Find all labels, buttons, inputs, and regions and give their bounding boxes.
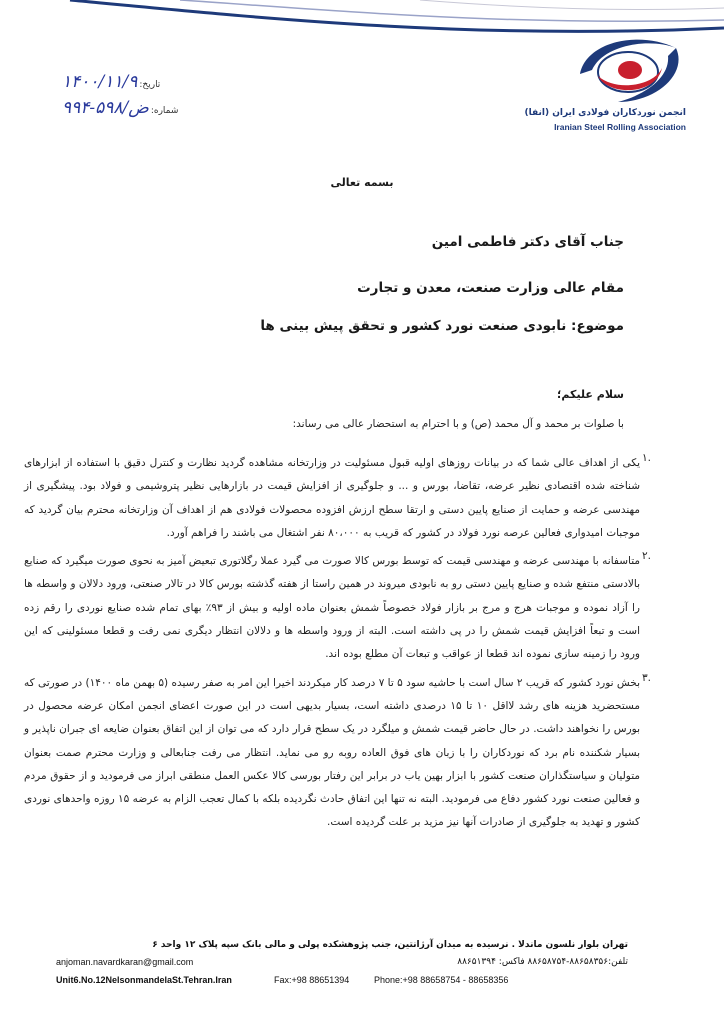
footer-fax-english: Fax:+98 88651394 [274,975,350,985]
footer-divider [0,928,724,931]
logo-name-english: Iranian Steel Rolling Association [554,122,686,132]
greeting: سلام علیکم؛ [557,388,624,401]
footer-phones-persian: تلفن:۸۸۶۵۸۳۵۶-۸۸۶۵۸۷۵۴ فاکس: ۸۸۶۵۱۳۹۴ [457,957,628,967]
list-item-text: متاسفانه با مهندسی عرضه و مهندسی قیمت که توسط بورس کالا صورت می گیرد عملا رگلاتوری تبعیض آمیز به نحوی صورت میگیرد که صنایع بالادستی منتفع شده و صنایع پایین دستی رو به نابودی میروند در همین راستا از هفته گذشته بورس کالا در تالار صنعتی، ورود دلالان و واسطه ها را آزاد نموده و موجبات هرج و مرج بر بازار فولاد خصوصاً شمش بعنوان ماده اولیه و بیش از ۹۳٪ بهای تمام شده صنایع نوردی را رقم زده است و تبعاً افزایش قیمت شمش را در پی داشته است. البته از ورود واسطه ها و دلالان انتظار دیگری نمی رفت و قطعا مسئولینی که این ورود را زمینه سازی نموده اند قطعا از عواقب و تبعات آن مطلع بوده اند. [24,555,640,661]
list-item-text: یکی از اهداف عالی شما که در بیانات روزهای اولیه قبول مسئولیت در وزارتخانه مشاهده گردید نظارت و کنترل دقیق با استفاده از ابزارهای شناخته شده اقتصادی نظیر عرضه، تقاضا، بورس و ... و جلوگیری از افزایش قیمت در بازارهایی نظیر پتروشیمی و فولاد بود. پیشگیری از مهندسی عرضه و حمایت از صنایع پایین دستی و ارتقا سطح ارزش افزوده محصولات فولادی هم از اهداف آن وزارتخانه محترم بیان گردید که موجبات امیدواری فعالین عرصه نورد فولاد در کشور که قریب به ۸۰،۰۰۰ نفر اشتغال می باشند را فراهم آورد. [24,457,640,539]
letterhead-footer [0,928,724,1024]
bismillah-heading: بسمه تعالی [330,176,394,189]
numbered-list [24,452,651,840]
list-item [24,550,651,666]
date-label: تاریخ: [139,80,161,90]
footer-phone-english: Phone:+98 88658754 - 88658356 [374,975,509,985]
letter-number-field [62,98,178,118]
association-logo [524,30,706,138]
salutation: با صلوات بر محمد و آل محمد (ص) و با احترام به استحضار عالی می رساند: [292,418,624,430]
logo-name-persian: انجمن نوردکاران فولادی ایران (انفا) [524,108,686,118]
list-item [24,452,651,545]
date-field [62,72,160,92]
footer-address-persian: تهران بلوار نلسون ماندلا . نرسیده به میدان آرژانتین، جنب پژوهشکده پولی و مالی بانک سپه پلاک ۱۲ واحد ۶ [152,940,628,950]
list-item-text: بخش نورد کشور که قریب ۲ سال است با حاشیه سود ۵ تا ۷ درصد کار میکردند اخیرا این امر به صفر رسیده (۵ بهمن ماه ۱۴۰۰) در صورتی که مستحضرید هزینه های رشد لااقل ۱۰ تا ۱۵ درصدی داشته است، بسیار بدیهی است در این صورت اعضای انجمن امکان عرضه محصول در بورس را نخواهند داشت. در حال حاضر قیمت شمش و میلگرد در یک سطح قرار دارد که می توان از این اتفاق بعنوان ضایعه ای جبران ناپذیر و بسیار شکننده نام برد که نوردکاران را با زبان های فوق العاده روبه رو می نماید. انتظار می رفت جنابعالی و وزارت محترم صمت بعنوان متولیان و سیاستگذاران صنعت کشور با ابزار بهین یاب در برابر این رفتار بورسی کالا عکس العمل منطقی ابراز می فرمودید و از حقوق مردم و فعالین صنعت نورد کشور دفاع می فرمودید. البته نه تنها این اتفاق حادث نگردیده بلکه با کمال تعجب الزام به عرضه ۱۵ روزه واحدهای نوردی کشور و تهدید به جلوگیری از صادرات آنها نیز مزید بر علت گردیده است. [24,676,641,829]
list-item-number: ۳. [642,671,651,684]
recipient-name: جناب آقای دکتر فاطمی امین [431,234,624,250]
logo-emblem-icon [564,30,690,110]
letter-number-value: ۹۹۴-۵۹۸/ض [62,98,149,118]
list-item [24,671,651,835]
date-value: ۱۴۰۰/۱۱/۹ [62,72,138,92]
subject-line: موضوع: نابودی صنعت نورد کشور و تحقق پیش بینی ها [260,318,624,334]
list-item-number: ۲. [642,550,651,563]
recipient-title: مقام عالی وزارت صنعت، معدن و تجارت [357,280,624,296]
footer-address-english: Unit6.No.12NelsonmandelaSt.Tehran.Iran [56,975,232,985]
footer-email[interactable]: anjoman.navardkaran@gmail.com [56,957,194,967]
letter-number-label: شماره: [150,106,179,116]
list-item-number: ۱. [642,452,651,464]
